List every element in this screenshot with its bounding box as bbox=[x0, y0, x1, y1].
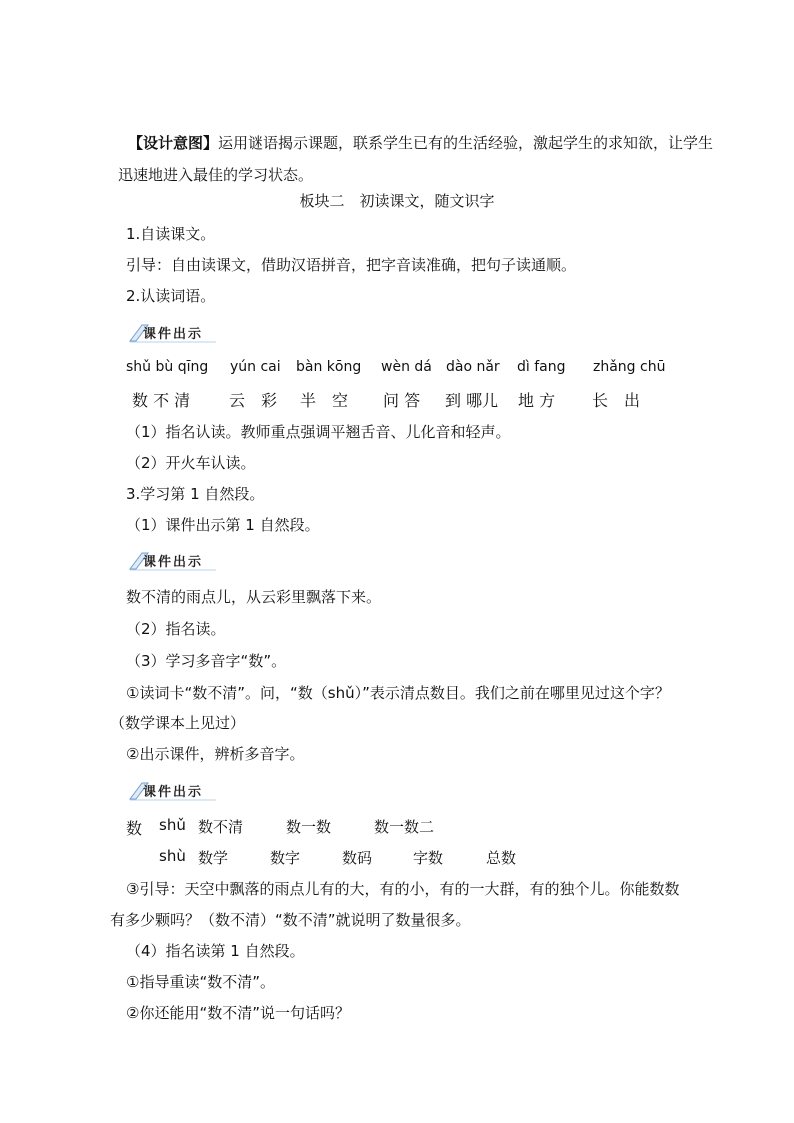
courseware-badge bbox=[128, 779, 218, 801]
hanzi-word: 问 答 bbox=[383, 391, 421, 410]
polyphone-word: 数一数 bbox=[286, 818, 332, 836]
polyphone-word: 数学 bbox=[198, 849, 229, 867]
pinyin-word: bàn kōng bbox=[296, 359, 362, 375]
polyphone-row-1 bbox=[126, 816, 526, 838]
polyphone-word: 数一数二 bbox=[374, 818, 435, 836]
pinyin-word: yún cai bbox=[230, 359, 281, 375]
pinyin-row bbox=[126, 359, 686, 379]
item-guide-b: 有多少颗吗？（数不清）“数不清”就说明了数量很多。 bbox=[110, 911, 471, 929]
polyphone-pinyin: shǔ bbox=[159, 816, 186, 834]
hanzi-word: 半 空 bbox=[300, 391, 349, 410]
sub-step-1: （1）指名认读。教师重点强调平翘舌音、儿化音和轻声。 bbox=[126, 423, 511, 441]
polyphone-word: 数不清 bbox=[198, 818, 244, 836]
polyphone-word: 总数 bbox=[486, 849, 517, 867]
step-1: 1.自读课文。 bbox=[126, 225, 216, 243]
sub-step-read: （2）指名读。 bbox=[126, 620, 226, 638]
item-word-card-answer: （数学课本上见过） bbox=[110, 714, 246, 732]
sub-step-polyphone: （3）学习多音字“数”。 bbox=[126, 652, 287, 670]
sub-step-show-paragraph: （1）课件出示第 1 自然段。 bbox=[126, 516, 320, 534]
section-title: 板块二 初读课文，随文识字 bbox=[299, 192, 495, 210]
courseware-badge bbox=[128, 321, 218, 343]
courseware-badge bbox=[128, 549, 218, 571]
guide-read: 引导：自由读课文，借助汉语拼音，把字音读准确，把句子读通顺。 bbox=[126, 256, 577, 274]
pinyin-word: zhǎng chū bbox=[593, 359, 666, 375]
hanzi-word: 云 彩 bbox=[229, 391, 278, 410]
item-make-sentence: ②你还能用“数不清”说一句话吗？ bbox=[126, 1004, 350, 1022]
badge-label: 课件出示 bbox=[143, 785, 204, 800]
sub-step-name-read: （4）指名读第 1 自然段。 bbox=[126, 942, 305, 960]
item-courseware: ②出示课件，辨析多音字。 bbox=[126, 745, 305, 763]
sub-step-2: （2）开火车认读。 bbox=[126, 454, 256, 472]
step-2: 2.认读词语。 bbox=[126, 287, 216, 305]
item-stress: ①指导重读“数不清”。 bbox=[126, 973, 275, 991]
badge-label: 课件出示 bbox=[143, 555, 204, 570]
polyphone-word: 字数 bbox=[413, 849, 444, 867]
pinyin-word: shǔ bù qīng bbox=[126, 359, 209, 375]
pinyin-word: dì fang bbox=[517, 359, 566, 375]
design-intent-label: 【设计意图】 bbox=[128, 134, 219, 152]
step-3: 3.学习第 1 自然段。 bbox=[126, 485, 265, 503]
hanzi-word: 长 出 bbox=[592, 391, 641, 410]
hanzi-row bbox=[132, 388, 692, 410]
hanzi-word: 到 哪儿 bbox=[445, 391, 499, 410]
paragraph-1-text: 数不清的雨点儿，从云彩里飘落下来。 bbox=[126, 588, 382, 606]
polyphone-row-2 bbox=[159, 847, 559, 869]
polyphone-pinyin: shù bbox=[159, 847, 186, 865]
pinyin-word: wèn dá bbox=[381, 359, 432, 375]
hanzi-word: 地 方 bbox=[518, 391, 556, 410]
pinyin-word: dào nǎr bbox=[446, 359, 500, 375]
item-word-card: ①读词卡“数不清”。问，“数（shǔ）”表示清点数目。我们之前在哪里见过这个字？ bbox=[126, 684, 670, 702]
polyphone-word: 数码 bbox=[342, 849, 373, 867]
design-intent-text: 运用谜语揭示课题，联系学生已有的生活经验，激起学生的求知欲，让学生迅速地进入最佳的学习状态。 bbox=[118, 134, 714, 184]
polyphone-char: 数 bbox=[126, 819, 143, 838]
design-intent-paragraph bbox=[118, 127, 718, 191]
badge-label: 课件出示 bbox=[143, 327, 204, 342]
polyphone-word: 数字 bbox=[270, 849, 301, 867]
item-guide-a: ③引导：天空中飘落的雨点儿有的大，有的小，有的一大群，有的独个儿。你能数数 bbox=[126, 880, 680, 898]
hanzi-word: 数 不 清 bbox=[132, 391, 191, 410]
